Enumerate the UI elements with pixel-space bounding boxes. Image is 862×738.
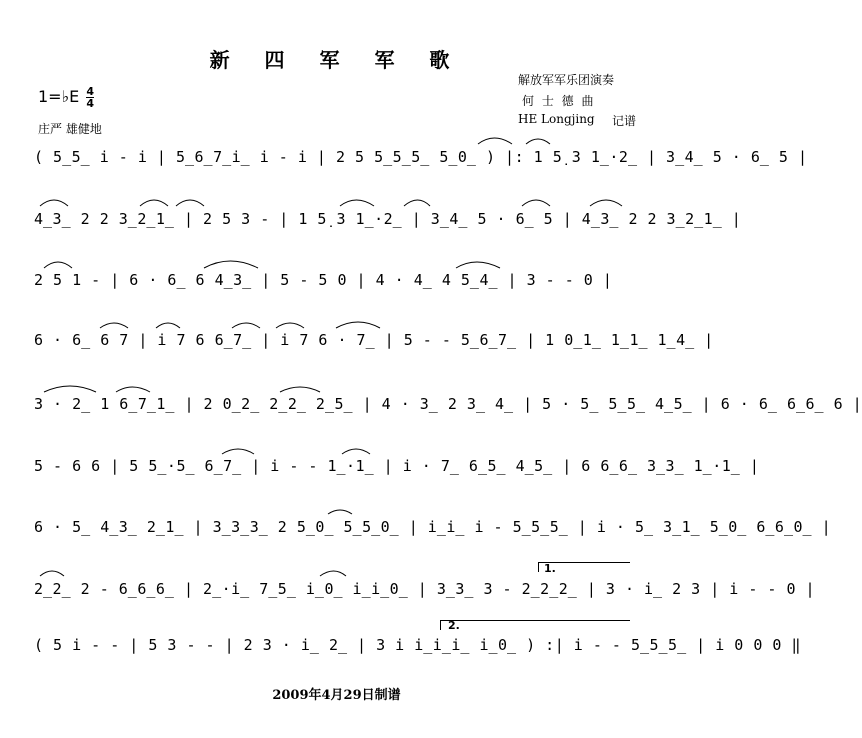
- volta-1-label: 1.: [544, 562, 556, 575]
- key-text: 1=♭E: [38, 87, 80, 106]
- slur-arc: [526, 139, 550, 144]
- score-line: ( 5 i - - | 5 3 - - | 2 3 · i̲ 2̲ | 3 i i̲i̲i̲ i̲0̲ ) :| i - - 5̲5̲5̲ | i 0 0 0 ‖: [34, 636, 801, 654]
- slur-arc: [156, 323, 180, 328]
- score-line: 6 · 5̲ 4̲3̲ 2̲1̲ | 3̲3̲3̲ 2 5̲0̲ 5̲5̲0̲ | i̲i̲ i - 5̲5̲5̲ | i · 5̲ 3̲1̲ 5̲0̲ 6̲6̲0̲ |: [34, 518, 832, 536]
- slur-arc: [336, 322, 380, 328]
- slur-arc: [176, 200, 204, 206]
- slur-arc: [140, 200, 168, 206]
- score-line: 5 - 6 6 | 5 5̲·5̲ 6̲7̲ | i - - 1̲·1̲ | i · 7̲ 6̲5̲ 4̲5̲ | 6 6̲6̲ 3̲3̲ 1̲·1̲ |: [34, 457, 760, 475]
- slur-arc: [320, 571, 346, 576]
- slur-arc: [280, 387, 320, 392]
- slur-arc: [116, 387, 150, 392]
- slur-arc: [328, 510, 352, 514]
- score-line: 3 · 2̲ 1 6̲7̲1̲ | 2 0̲2̲ 2̲2̲ 2̲5̲ | 4 · 3̲ 2 3̲ 4̲ | 5 · 5̲ 5̲5̲ 4̲5̲ | 6 · 6̲ 6̲6̲ 6 |: [34, 395, 862, 413]
- transcriber-name: HE Longjing: [518, 112, 595, 126]
- slur-arc: [522, 200, 550, 206]
- slur-arc: [222, 449, 254, 454]
- score-line: 4̲3̲ 2 2 3̲2̲1̲ | 2 5 3 - | 1 5̣ 3 1̲·2̲ | 3̲4̲ 5 · 6̲ 5 | 4̲3̲ 2 2 3̲2̲1̲ |: [34, 210, 742, 228]
- tempo-marking: 庄严 雄健地: [38, 122, 102, 136]
- slur-arc: [40, 200, 68, 206]
- volta-2-label: 2.: [448, 619, 460, 632]
- slur-arc: [456, 262, 500, 268]
- slur-arc: [404, 200, 430, 206]
- composer-credit: 何 士 德 曲: [522, 94, 596, 108]
- transcriber-suffix: 记谱: [612, 114, 637, 128]
- slur-arc: [342, 449, 370, 454]
- slur-arc: [340, 200, 374, 206]
- slur-arc: [232, 323, 260, 328]
- performer-credit: 解放军军乐团演奏: [518, 73, 615, 87]
- song-title: 新 四 军 军 歌: [209, 48, 464, 72]
- slur-arc: [478, 138, 512, 144]
- score-line: 6 · 6̲ 6 7 | i 7 6 6̲7̲ | i 7 6 · 7̲ | 5 - - 5̲6̲7̲ | 1 0̲1̲ 1̲1̲ 1̲4̲ |: [34, 331, 714, 349]
- slur-arc: [204, 261, 258, 268]
- slur-arc: [590, 200, 622, 206]
- slur-arc: [276, 323, 304, 328]
- time-signature-bottom: 4: [86, 97, 94, 110]
- slur-arc: [100, 323, 128, 328]
- slur-arc: [44, 386, 96, 392]
- time-signature-top: 4: [86, 85, 94, 98]
- score-line: 2 5 1 - | 6 · 6̲ 6 4̲3̲ | 5 - 5 0 | 4 · 4̲ 4 5̲4̲ | 3 - - 0 |: [34, 271, 613, 289]
- slur-arc: [44, 262, 72, 268]
- score-line: 2̲2̲ 2 - 6̲6̲6̲ | 2̲·i̲ 7̲5̲ i̲0̲ i̲i̲0̲ | 3̲3̲ 3 - 2̲2̲2̲ | 3 · i̲ 2 3 | i - - 0 |: [34, 580, 816, 598]
- slur-arc: [40, 571, 64, 576]
- score-line: ( 5̲5̲ i - i | 5̲6̲7̲i̲ i - i | 2 5 5̲5̲5̲ 5̲0̲ ) |: 1 5̣ 3 1̲·2̲ | 3̲4̲ 5 · 6̲ 5 |: [34, 148, 808, 166]
- transcription-date: 2009年4月29日制谱: [272, 688, 401, 703]
